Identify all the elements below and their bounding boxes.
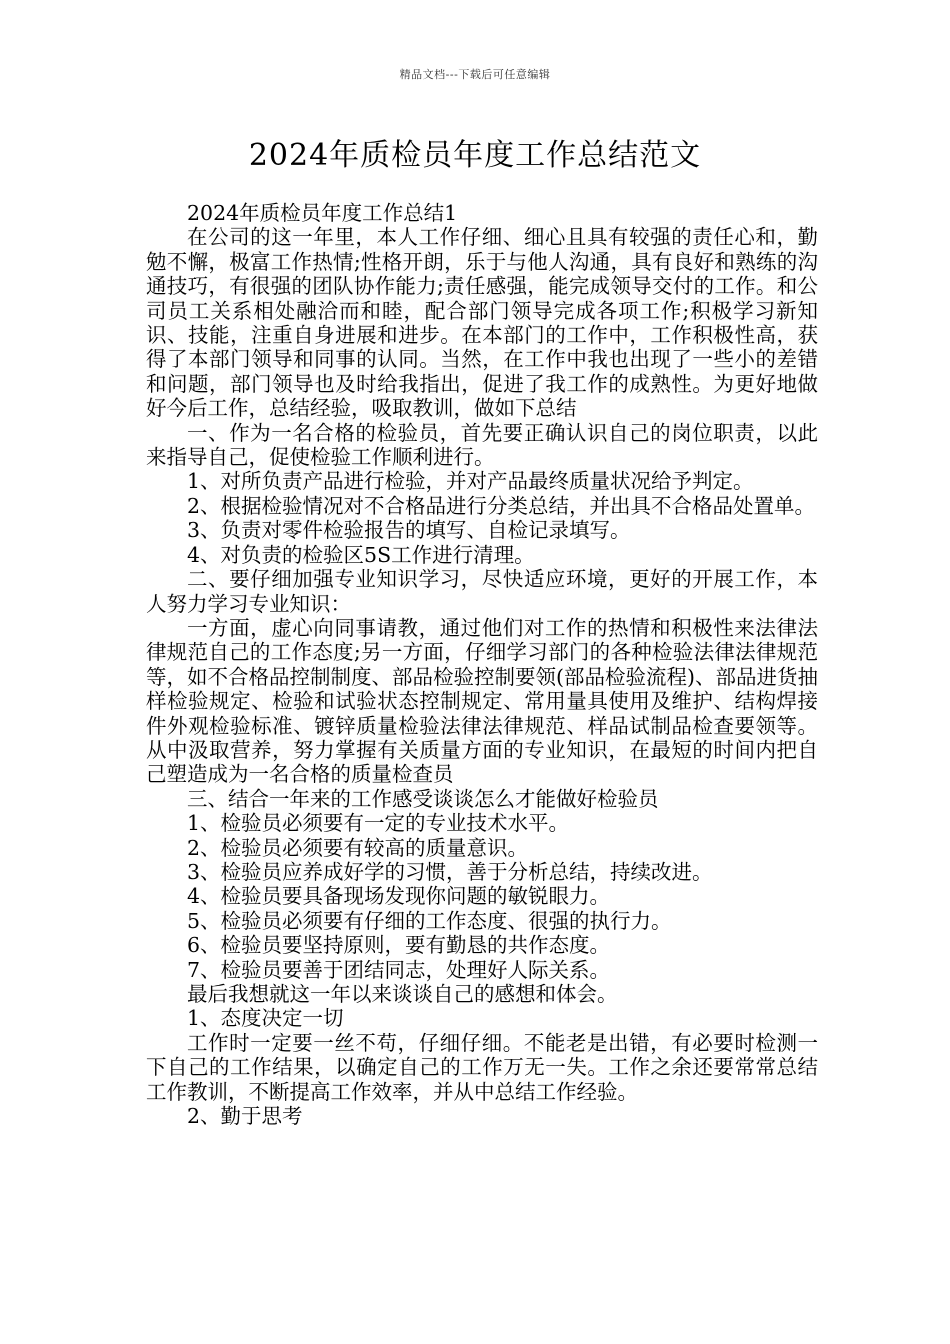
document-body [146, 201, 818, 1128]
list-item: 4、对负责的检验区5S工作进行清理。 [187, 542, 535, 567]
list-item: 2、勤于思考 [187, 1104, 303, 1129]
paragraph: 二、要仔细加强专业知识学习，尽快适应环境，更好的开展工作，本人努力学习专业知识： [146, 567, 818, 616]
list-item: 4、检验员要具备现场发现你问题的敏锐眼力。 [187, 884, 611, 909]
list-item: 5、检验员必须要有仔细的工作态度、很强的执行力。 [187, 908, 672, 933]
paragraph: 在公司的这一年里，本人工作仔细、细心且具有较强的责任心和，勤勉不懈，极富工作热情;性格开朗，乐于与他人沟通，具有良好和熟练的沟通技巧，有很强的团队协作能力;责任感强，能完成领导交付的工作。和公司员工关系相处融洽而和睦，配合部门领导完成各项工作;积极学习新知识、技能，注重自身进展和进步。在本部门的工作中，工作积极性高，获得了本部门领导和同事的认同。当然，在工作中我也出现了一些小的差错和问题，部门领导也及时给我指出，促进了我工作的成熟性。为更好地做好今后工作，总结经验，吸取教训，做如下总结 [146, 225, 818, 421]
list-item: 1、检验员必须要有一定的专业技术水平。 [187, 811, 570, 836]
list-item: 1、对所负责产品进行检验，并对产品最终质量状况给予判定。 [187, 469, 754, 494]
list-item: 6、检验员要坚持原则，要有勤恳的共作态度。 [187, 933, 611, 958]
paragraph: 工作时一定要一丝不苟，仔细仔细。不能老是出错，有必要时检测一下自己的工作结果，以确定自己的工作万无一失。工作之余还要常常总结工作教训，不断提高工作效率，并从中总结工作经验。 [146, 1030, 818, 1104]
paragraph: 最后我想就这一年以来谈谈自己的感想和体会。 [187, 982, 618, 1006]
list-item: 7、检验员要善于团结同志，处理好人际关系。 [187, 957, 611, 982]
list-item: 3、负责对零件检验报告的填写、自检记录填写。 [187, 518, 631, 543]
section-heading: 2024年质检员年度工作总结1 [187, 201, 458, 225]
list-item: 2、检验员必须要有较高的质量意识。 [187, 835, 529, 860]
list-item: 3、检验员应养成好学的习惯，善于分析总结，持续改进。 [187, 859, 713, 884]
paragraph: 一、作为一名合格的检验员，首先要正确认识自己的岗位职责，以此来指导自己，促使检验工作顺利进行。 [146, 420, 818, 470]
list-item: 1、态度决定一切 [187, 1006, 344, 1031]
paragraph: 一方面，虚心向同事请教，通过他们对工作的热情和积极性来法律法律规范自己的工作态度;另一方面，仔细学习部门的各种检验法律法律规范等，如不合格品控制制度、部品检验控制要领(部品检验流程)、部品进货抽样检验规定、检验和试验状态控制规定、常用量具使用及维护、结构焊接件外观检验标准、镀锌质量检验法律法律规范、样品试制品检查要领等。从中汲取营养，努力掌握有关质量方面的专业知识，在最短的时间内把自己塑造成为一名合格的质量检查员 [146, 615, 818, 787]
document-title: 2024年质检员年度工作总结范文 [248, 138, 702, 173]
header-note: 精品文档---下载后可任意编辑 [399, 68, 551, 81]
list-item: 2、根据检验情况对不合格品进行分类总结，并出具不合格品处置单。 [187, 493, 816, 518]
paragraph: 三、结合一年来的工作感受谈谈怎么才能做好检验员 [187, 786, 659, 811]
